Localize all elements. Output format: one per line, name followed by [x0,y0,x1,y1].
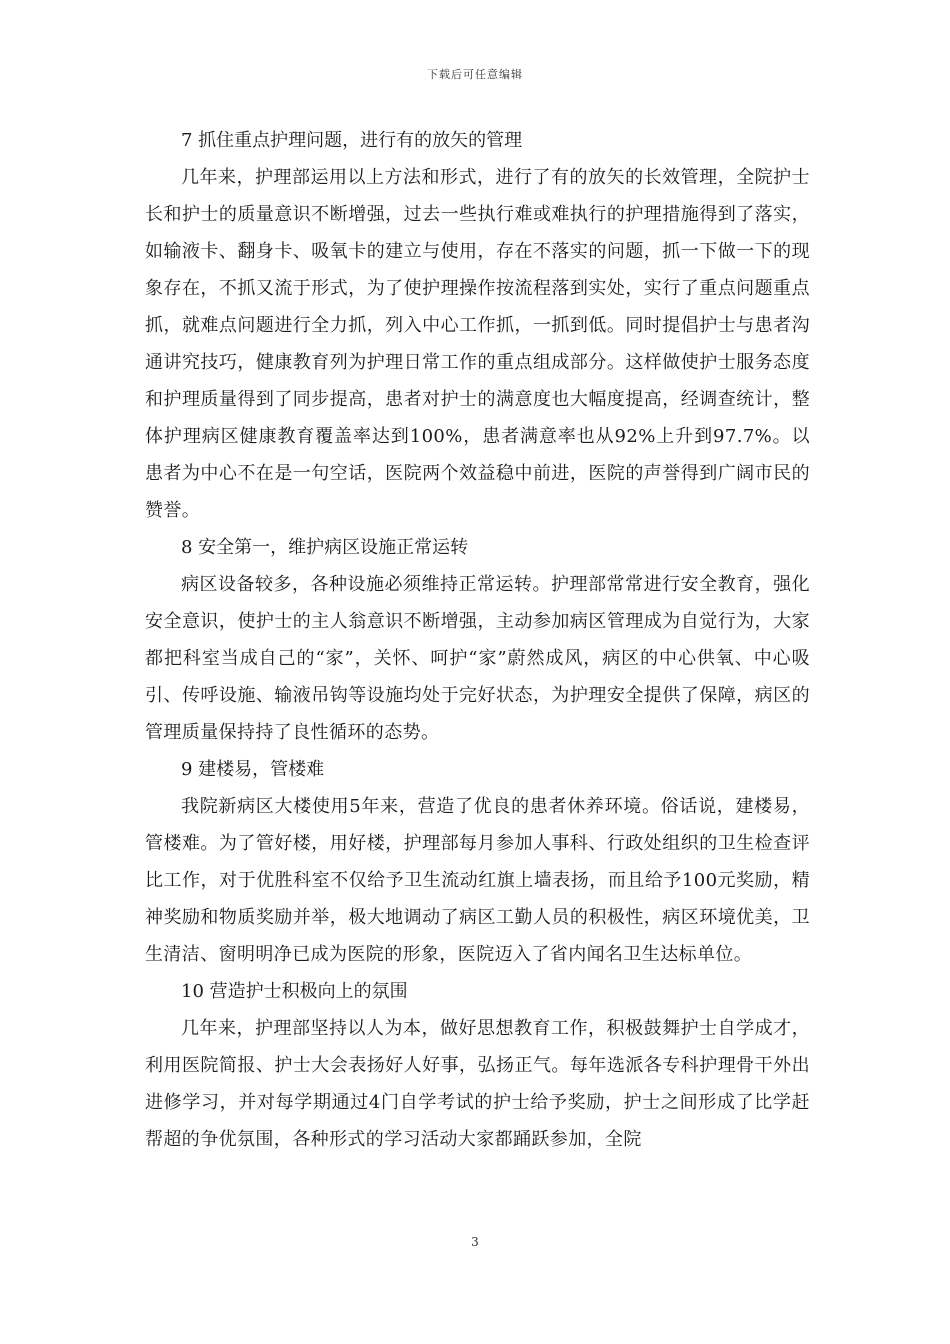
document-body [145,122,810,1158]
section-heading: 10 营造护士积极向上的氛围 [181,981,408,1002]
section-heading: 8 安全第一，维护病区设施正常运转 [181,537,469,558]
page-header: 下载后可任意编辑 [427,68,523,81]
section-paragraph: 病区设备较多，各种设施必须维持正常运转。护理部常常进行安全教育，强化安全意识，使护士的主人翁意识不断增强，主动参加病区管理成为自觉行为，大家都把科室当成自己的“家”，关怀、呵护“家”蔚然成风，病区的中心供氧、中心吸引、传呼设施、输液吊钩等设施均处于完好状态，为护理安全提供了保障，病区的管理质量保持持了良性循环的态势。 [145,574,810,743]
section-paragraph: 几年来，护理部坚持以人为本，做好思想教育工作，积极鼓舞护士自学成才，利用医院简报、护士大会表扬好人好事，弘扬正气。每年选派各专科护理骨干外出进修学习，并对每学期通过4门自学考试的护士给予奖励，护士之间形成了比学赶帮超的争优氛围，各种形式的学习活动大家都踊跃参加，全院 [145,1018,810,1150]
section-paragraph: 我院新病区大楼使用5年来，营造了优良的患者休养环境。俗话说，建楼易，管楼难。为了管好楼，用好楼，护理部每月参加人事科、行政处组织的卫生检查评比工作，对于优胜科室不仅给予卫生流动红旗上墙表扬，而且给予100元奖励，精神奖励和物质奖励并举，极大地调动了病区工勤人员的积极性，病区环境优美，卫生清洁、窗明明净已成为医院的形象，医院迈入了省内闻名卫生达标单位。 [145,796,810,965]
section-paragraph: 几年来，护理部运用以上方法和形式，进行了有的放矢的长效管理，全院护士长和护士的质量意识不断增强，过去一些执行难或难执行的护理措施得到了落实，如输液卡、翻身卡、吸氧卡的建立与使用，存在不落实的问题，抓一下做一下的现象存在，不抓又流于形式，为了使护理操作按流程落到实处，实行了重点问题重点抓，就难点问题进行全力抓，列入中心工作抓，一抓到低。同时提倡护士与患者沟通讲究技巧，健康教育列为护理日常工作的重点组成部分。这样做使护士服务态度和护理质量得到了同步提高，患者对护士的满意度也大幅度提高，经调查统计，整体护理病区健康教育覆盖率达到100%，患者满意率也从92%上升到97.7%。以患者为中心不在是一句空话，医院两个效益稳中前进，医院的声誉得到广阔市民的赞誉。 [145,167,810,521]
section-heading: 7 抓住重点护理问题，进行有的放矢的管理 [181,130,523,151]
page-number: 3 [471,1235,479,1249]
section-heading: 9 建楼易，管楼难 [181,759,325,780]
